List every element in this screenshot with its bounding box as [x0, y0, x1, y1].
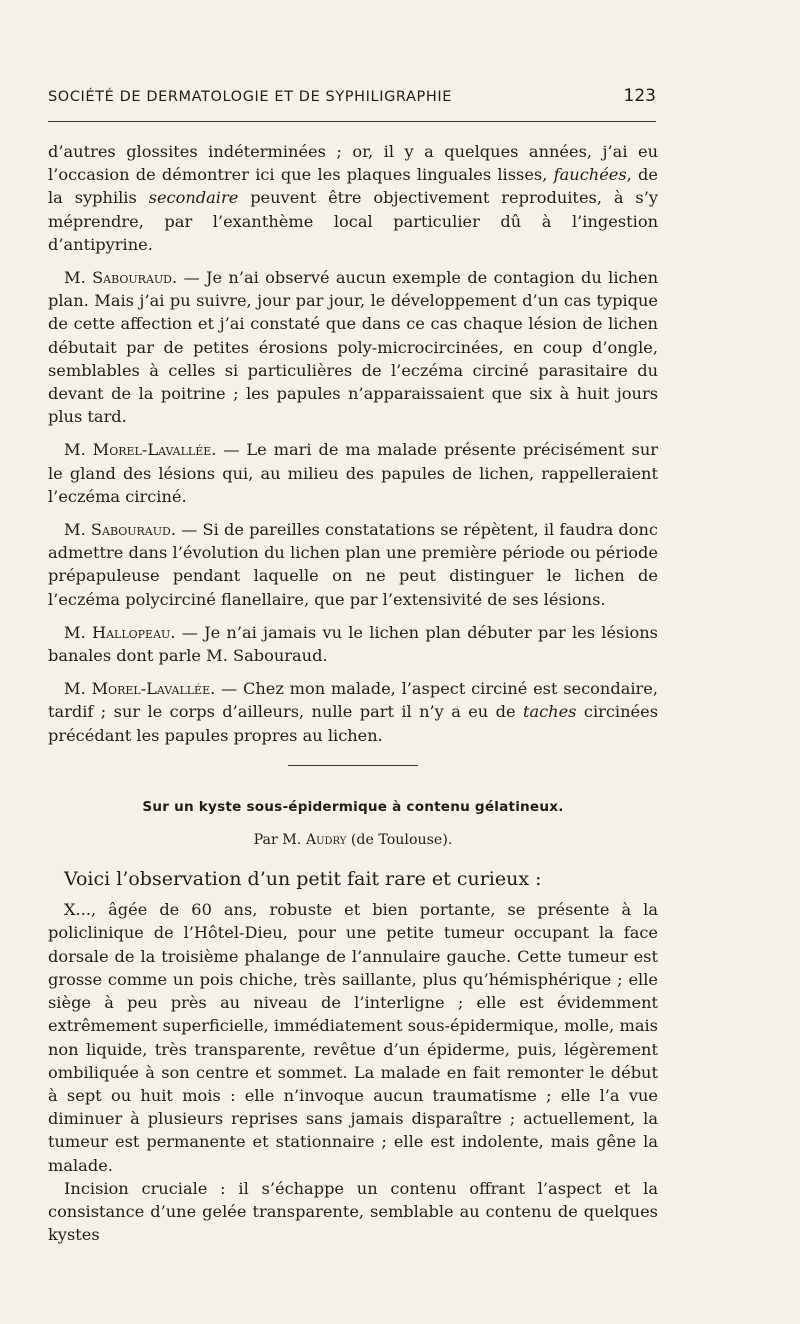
speaker-initial: M. — [64, 440, 93, 460]
page-number: 123 — [623, 86, 656, 106]
italic-text: taches — [522, 702, 577, 722]
text-run: circinées précédant les papules propres au lichen. — [48, 702, 659, 745]
text-run: . — Chez mon malade, l’aspect circiné est secondaire, tardif ; sur le corps d’ailleurs, nulle part il n’y a eu de — [48, 679, 659, 722]
text-run: d’autres glossites indéterminées ; or, il y a quelques années, j’ai eu l’occasion de démontrer ici que les plaques linguales lisses, — [48, 142, 658, 185]
speaker-name: Morel-Lavallée — [91, 679, 211, 699]
text-run: , de la syphilis — [48, 165, 658, 208]
speaker-name: Sabouraud — [90, 520, 171, 540]
article-paragraph-2: Incision cruciale : il s’échappe un contenu offrant l’aspect et la consistance d’une gelée transparente, semblable au contenu de quelques kystes — [48, 1178, 658, 1245]
article-byline — [48, 829, 658, 852]
article-paragraph-1: X..., âgée de 60 ans, robuste et bien portante, se présente à la policlinique de l’Hôtel-Dieu, pour une petite tumeur occupant la face dorsale de la troisième phalange de l’annulaire gauche. Cette tumeur est grosse comme un pois chiche, très saillante, plus qu’hémisphérique ; elle siège à peu près au niveau de l’interligne ; elle est évidemment extrêmement superficielle, immédiatement sous-épidermique, molle, mais non liquide, très transparente, revêtue d’un épiderme, puis, légèrement ombiliquée à son centre et sommet. La malade en fait remonter le début à sept ou huit mois : elle n’invoque aucun traumatisme ; elle l’a vue diminuer à plusieurs reprises sans jamais disparaître ; actuellement, la tumeur est permanente et stationnaire ; elle est indolente, mais gêne la malade. — [48, 900, 658, 1175]
italic-text: secondaire — [148, 188, 239, 208]
byline-prefix: Par M. — [253, 832, 306, 849]
byline-author: Audry — [305, 832, 347, 849]
paragraph-morel-lavallee-1 — [48, 438, 658, 508]
running-header — [48, 86, 656, 106]
paragraph-morel-lavallee-2 — [48, 677, 658, 747]
article-lead: Voici l’observation d’un petit fait rare et curieux : — [64, 868, 542, 891]
header-rule — [48, 121, 656, 122]
text-run: . — Je n’ai observé aucun exemple de contagion du lichen plan. Mais j’ai pu suivre, jour par jour, le développement d’un cas typique de cette affection et j’ai constaté que dans ce cas chaque lésion de lichen débutait par de petites érosions poly-microcircinées, en coup d’ongle, semblables à celles si particulières de l’eczéma circiné parasitaire du devant de la poitrine ; les papules n’apparaissaient que six à huit jours plus tard. — [48, 268, 658, 427]
speaker-name: Hallopeau — [91, 622, 171, 642]
text-run: . — Si de pareilles constatations se répètent, il faudra donc admettre dans l’évolution du lichen plan une première période ou période prépapuleuse pendant laquelle on ne peut distinguer le lichen de l’eczéma polycirciné flanellaire, que par l’extensivité de ses lésions. — [48, 520, 658, 609]
text-run: . — Je n’ai jamais vu le lichen plan débuter par les lésions banales dont parle M. Sabouraud. — [48, 622, 658, 666]
speaker-name: Morel-Lavallée — [92, 440, 212, 460]
body-text — [48, 140, 658, 1246]
speaker-initial: M. — [64, 679, 92, 699]
text-run: peuvent être objectivement reproduites, à s’y méprendre, par l’exanthème local particulier dû à l’ingestion d’antipyrine. — [48, 188, 658, 254]
speaker-name: Sabouraud — [92, 268, 172, 288]
text-run: . — Le mari de ma malade présente précisément sur le gland des lésions qui, au milieu des papules de lichen, rappelleraient l’eczéma circiné. — [48, 440, 658, 506]
paragraph-sabouraud-2 — [48, 518, 658, 611]
speaker-initial: M. — [64, 268, 93, 288]
paragraph-hallopeau — [48, 621, 658, 667]
speaker-initial: M. — [64, 520, 91, 540]
paragraph-continued — [48, 140, 658, 256]
section-divider — [288, 765, 418, 766]
italic-text: fauchées — [553, 165, 627, 185]
running-title: SOCIÉTÉ DE DERMATOLOGIE ET DE SYPHILIGRAPHIE — [48, 89, 453, 105]
paragraph-sabouraud-1 — [48, 266, 658, 428]
speaker-initial: M. — [64, 622, 92, 642]
byline-suffix: (de Toulouse). — [346, 832, 453, 849]
article-title: Sur un kyste sous-épidermique à contenu gélatineux. — [142, 798, 564, 815]
